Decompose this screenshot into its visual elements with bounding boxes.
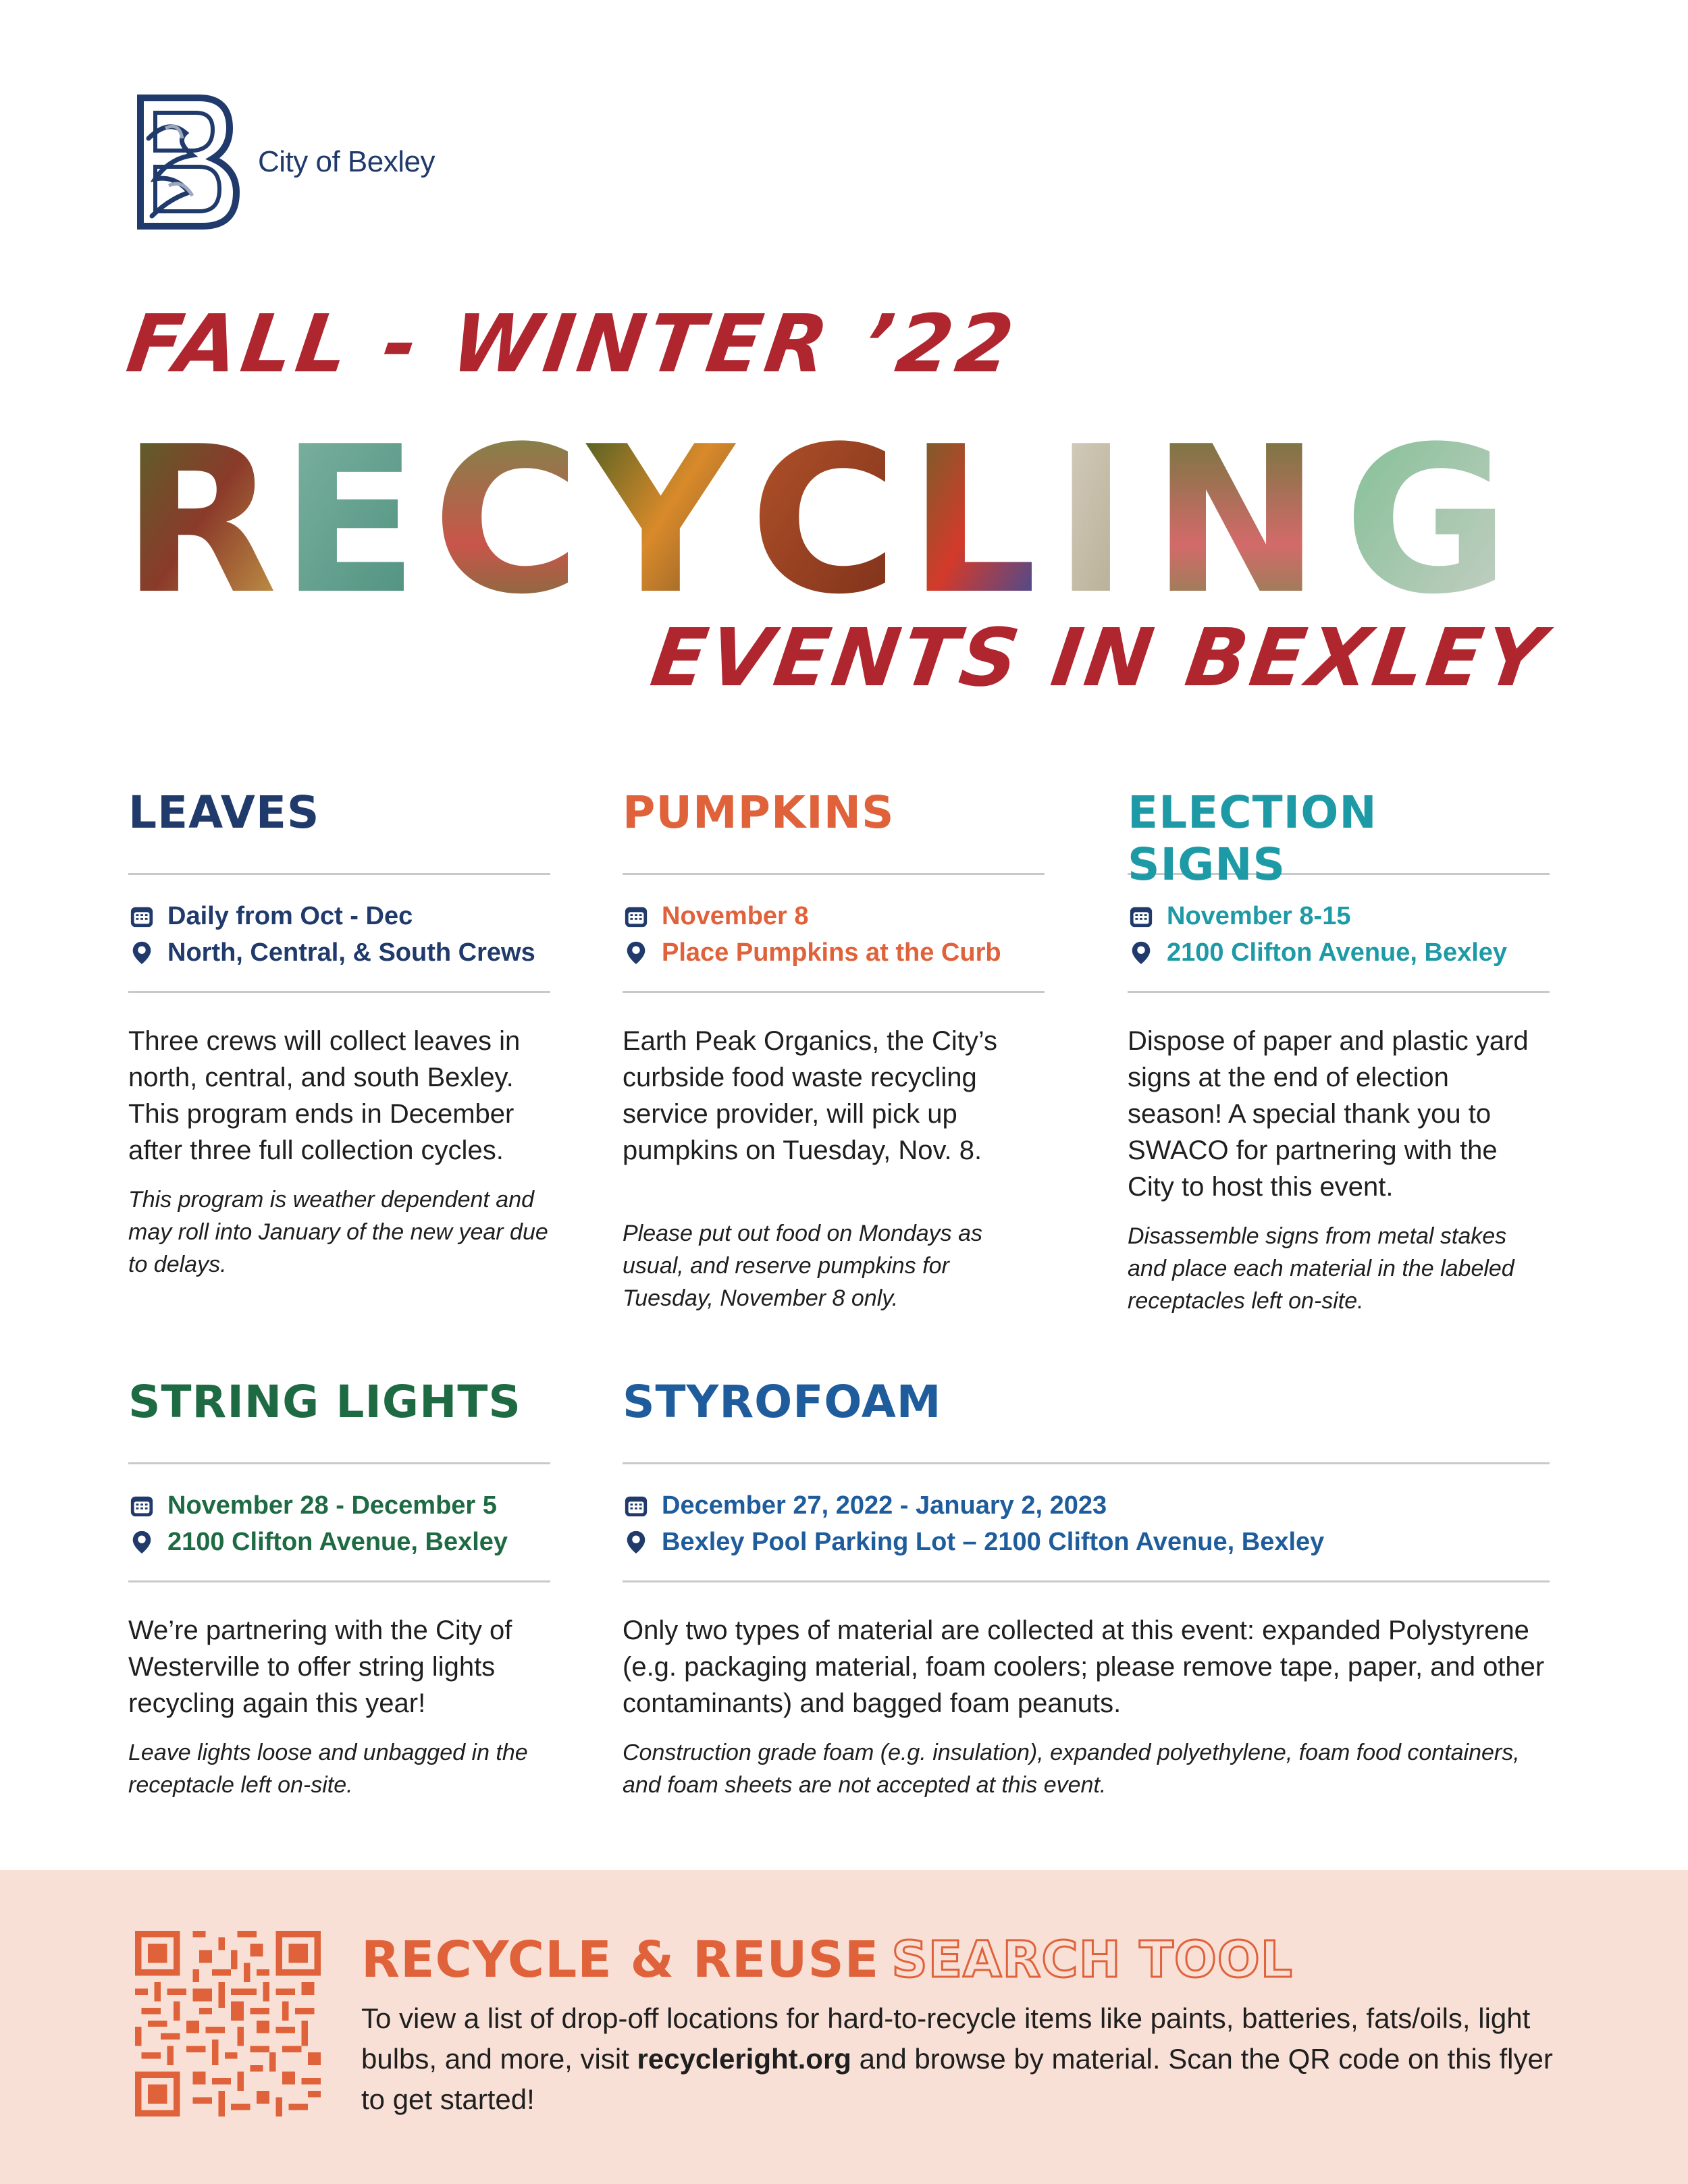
event-date-text: December 27, 2022 - January 2, 2023 — [662, 1491, 1107, 1520]
title-letter-l: L — [908, 405, 1038, 608]
bexley-b-logo-icon — [128, 91, 243, 233]
map-pin-icon — [1128, 939, 1155, 966]
title-letter-e: E — [280, 405, 419, 608]
divider — [623, 991, 1045, 993]
calendar-icon — [623, 903, 650, 930]
recycleright-link[interactable]: recycleright.org — [637, 2043, 851, 2075]
map-pin-icon — [128, 1528, 155, 1555]
footer-title-outline: SEARCH TOOL — [891, 1931, 1293, 1989]
map-pin-icon — [128, 939, 155, 966]
event-date-text: November 8 — [662, 902, 809, 930]
section-pumpkins — [623, 787, 1045, 1314]
event-location-text: North, Central, & South Crews — [167, 938, 535, 967]
calendar-icon — [623, 1492, 650, 1519]
footer-description — [361, 1998, 1577, 2120]
title-letter-i: I — [1053, 405, 1129, 608]
calendar-icon — [1128, 903, 1155, 930]
title-letter-r: R — [122, 405, 278, 608]
footer-text-before: To view a list of drop-off locations for hard-to-recycle items like paints, batteries, fats/oils, light bulbs, and more, visit — [361, 2002, 1531, 2075]
event-description: Dispose of paper and plastic yard signs at the end of election season! A special thank you to SWACO for partnering with the City to host this event. — [1128, 1026, 1529, 1202]
title-letter-c: C — [432, 405, 581, 608]
event-location-text: 2100 Clifton Avenue, Bexley — [1167, 938, 1508, 967]
event-note: Construction grade foam (e.g. insulation), expanded polyethylene, foam food containers, and foam sheets are not accepted at this event. — [623, 1740, 1520, 1798]
event-location — [1128, 934, 1550, 971]
event-location-text: 2100 Clifton Avenue, Bexley — [167, 1528, 508, 1556]
event-description: Three crews will collect leaves in north, central, and south Bexley. This program ends in December after three full collection cycles. — [128, 1026, 521, 1165]
event-date — [623, 1487, 1550, 1524]
event-note: Disassemble signs from metal stakes and place each material in the labeled receptacles left on-site. — [1128, 1223, 1514, 1314]
footer-title-bold: RECYCLE & REUSE — [361, 1931, 880, 1989]
section-title: STRING LIGHTS — [128, 1376, 521, 1428]
search-tool-banner — [0, 1870, 1688, 2184]
season-heading: FALL - WINTER ’22 — [122, 297, 1023, 390]
recycling-title — [122, 405, 1546, 608]
section-title: LEAVES — [128, 787, 320, 838]
event-location-text: Place Pumpkins at the Curb — [662, 938, 1001, 967]
event-location — [623, 934, 1045, 971]
event-description: Only two types of material are collected at this event: expanded Polystyrene (e.g. packaging material, foam coolers; please remove tape, paper, and other contaminants) and bagged foam peanuts. — [623, 1616, 1545, 1718]
section-title: PUMPKINS — [623, 787, 895, 838]
event-location — [128, 934, 550, 971]
event-date — [1128, 898, 1550, 934]
footer-text-after: and browse by material. Scan the QR code on this flyer to get started! — [361, 2043, 1553, 2115]
qr-code-icon[interactable] — [135, 1931, 321, 2116]
event-date — [623, 898, 1045, 934]
event-date-text: November 28 - December 5 — [167, 1491, 497, 1520]
subtitle-heading: EVENTS IN BEXLEY — [645, 611, 1553, 704]
event-description: We’re partnering with the City of Westerville to offer string lights recycling again this year! — [128, 1616, 512, 1718]
section-styrofoam — [623, 1376, 1550, 1801]
divider — [128, 991, 550, 993]
title-letter-y: Y — [587, 405, 735, 608]
event-location — [623, 1524, 1550, 1560]
section-title: ELECTION SIGNS — [1128, 787, 1377, 890]
section-string-lights — [128, 1376, 550, 1801]
title-letter-g: G — [1344, 405, 1510, 608]
map-pin-icon — [623, 1528, 650, 1555]
event-note: This program is weather dependent and may roll into January of the new year due to delays. — [128, 1187, 548, 1277]
recycling-photo-lettering — [122, 405, 1546, 608]
event-note: Leave lights loose and unbagged in the receptacle left on-site. — [128, 1740, 528, 1798]
calendar-icon — [128, 903, 155, 930]
calendar-icon — [128, 1492, 155, 1519]
footer-title — [361, 1931, 1293, 1989]
divider — [1128, 991, 1550, 993]
map-pin-icon — [623, 939, 650, 966]
title-letter-n: N — [1151, 405, 1321, 608]
event-note: Please put out food on Mondays as usual, and reserve pumpkins for Tuesday, November 8 only. — [623, 1221, 983, 1311]
section-election-signs — [1128, 787, 1550, 1317]
section-leaves — [128, 787, 550, 1281]
divider — [128, 1580, 550, 1582]
event-date — [128, 898, 550, 934]
event-description: Earth Peak Organics, the City’s curbside food waste recycling service provider, will pick up pumpkins on Tuesday, Nov. 8. — [623, 1026, 998, 1165]
divider — [623, 1580, 1550, 1582]
event-date-text: Daily from Oct - Dec — [167, 902, 413, 930]
section-title: STYROFOAM — [623, 1376, 942, 1428]
title-letter-c2: C — [749, 405, 899, 608]
event-location — [128, 1524, 550, 1560]
city-logo — [128, 91, 439, 233]
event-location-text: Bexley Pool Parking Lot – 2100 Clifton Avenue, Bexley — [662, 1528, 1325, 1556]
event-date — [128, 1487, 550, 1524]
event-date-text: November 8-15 — [1167, 902, 1351, 930]
city-name: City of Bexley — [258, 145, 435, 178]
